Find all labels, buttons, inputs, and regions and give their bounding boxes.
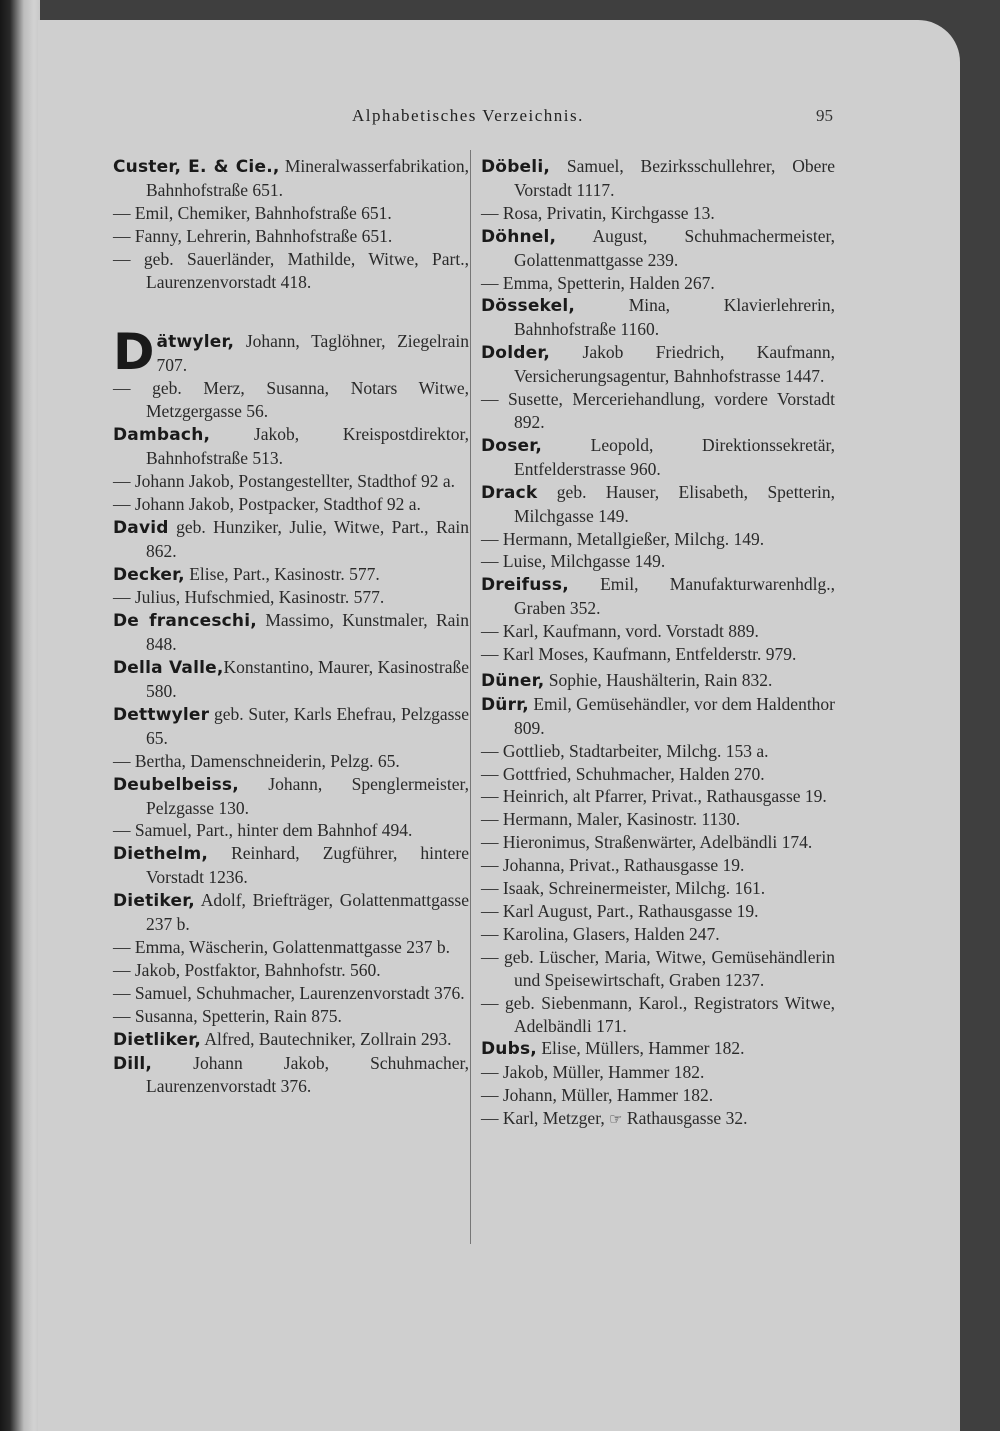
- book-spine-shadow: [0, 0, 40, 1431]
- directory-entry: — Hermann, Metallgießer, Milchg. 149.: [481, 528, 765, 549]
- directory-entry: — Gottfried, Schuhmacher, Halden 270.: [481, 763, 765, 784]
- directory-entry: — geb. Merz, Susanna, Notars Witwe, Metzgergasse 56.: [113, 378, 469, 422]
- directory-entry: Dössekel, Mina, Klavierlehrerin, Bahnhofstraße 1160.: [481, 295, 836, 340]
- directory-entry: — Susanna, Spetterin, Rain 875.: [113, 1005, 342, 1026]
- directory-entry: — Hieronimus, Straßenwärter, Adelbändli 174.: [481, 832, 813, 853]
- directory-entry: Dietliker, Alfred, Bautechniker, Zollrain 293.: [113, 1028, 452, 1050]
- directory-entry: — Johann, Müller, Hammer 182.: [481, 1085, 714, 1106]
- pointing-hand-icon: ☞: [609, 1110, 623, 1129]
- directory-entry: — Johann Jakob, Postpacker, Stadthof 92 a.: [113, 493, 421, 514]
- directory-entry: David geb. Hunziker, Julie, Witwe, Part., Rain 862.: [113, 516, 470, 561]
- directory-entry: Düner, Sophie, Haushälterin, Rain 832.: [481, 669, 773, 691]
- directory-entry: Deubelbeiss, Johann, Spenglermeister, Pelzgasse 130.: [113, 773, 469, 818]
- directory-entry: Doser, Leopold, Direktionssekretär, Entfelderstrasse 960.: [481, 434, 835, 479]
- directory-entry: — Samuel, Schuhmacher, Laurenzenvorstadt 376.: [113, 982, 465, 1003]
- right-column: [481, 155, 835, 1131]
- directory-entry: — Rosa, Privatin, Kirchgasse 13.: [481, 202, 715, 223]
- directory-entry: — Johanna, Privat., Rathausgasse 19.: [481, 855, 745, 876]
- directory-entry: — Johann Jakob, Postangestellter, Stadthof 92 a.: [113, 470, 455, 491]
- directory-entry: Döbeli, Samuel, Bezirksschullehrer, Obere Vorstadt 1117.: [481, 156, 835, 200]
- directory-entry: — Jakob, Müller, Hammer 182.: [481, 1062, 705, 1083]
- directory-entry: Dill, Johann Jakob, Schuhmacher, Laurenzenvorstadt 376.: [113, 1052, 469, 1097]
- directory-entry: Dubs, Elise, Müllers, Hammer 182.: [481, 1038, 745, 1060]
- directory-entry: — Emma, Wäscherin, Golattenmattgasse 237 b.: [113, 937, 450, 957]
- directory-entry: — Emil, Chemiker, Bahnhofstraße 651.: [113, 202, 392, 223]
- directory-entry: — geb. Lüscher, Maria, Witwe, Gemüsehändlerin und Speisewirtschaft, Graben 1237.: [481, 946, 835, 990]
- directory-entry: — geb. Sauerländer, Mathilde, Witwe, Part., Laurenzenvorstadt 418.: [113, 248, 469, 292]
- directory-entry: — Gottlieb, Stadtarbeiter, Milchg. 153 a.: [481, 740, 769, 761]
- entry-name: ätwyler,: [156, 332, 235, 353]
- left-column: [113, 155, 469, 1098]
- directory-entry: — Isaak, Schreinermeister, Milchg. 161.: [481, 878, 766, 899]
- directory-entry: — geb. Siebenmann, Karol., Registrators Witwe, Adelbändli 171.: [481, 992, 835, 1036]
- directory-entry: Custer, E. & Cie., Mineralwasserfabrikation, Bahnhofstraße 651.: [113, 156, 469, 200]
- page-header-title: Alphabetisches Verzeichnis.: [352, 106, 584, 125]
- directory-entry: — Karolina, Glasers, Halden 247.: [481, 923, 720, 944]
- directory-entry: — Jakob, Postfaktor, Bahnhofstr. 560.: [113, 959, 381, 980]
- directory-entry: Döhnel, August, Schuhmachermeister, Golattenmattgasse 239.: [481, 225, 835, 270]
- directory-entry: — Susette, Merceriehandlung, vordere Vorstadt 892.: [481, 389, 835, 432]
- directory-entry: Della Valle,Konstantino, Maurer, Kasinostraße 580.: [113, 657, 469, 702]
- directory-entry: — Karl, Kaufmann, vord. Vorstadt 889.: [481, 621, 759, 642]
- directory-entry: Dolder, Jakob Friedrich, Kaufmann, Versicherungsagentur, Bahnhofstrasse 1447.: [481, 342, 835, 387]
- directory-entry-drop-cap: Dätwyler, Johann, Taglöhner, Ziegelrain 707.: [113, 323, 469, 382]
- directory-entry: Diethelm, Reinhard, Zugführer, hintere Vorstadt 1236.: [113, 843, 469, 888]
- directory-entry: — Heinrich, alt Pfarrer, Privat., Rathausgasse 19.: [481, 786, 827, 807]
- directory-entry: Drack geb. Hauser, Elisabeth, Spetterin, Milchgasse 149.: [481, 481, 836, 526]
- directory-entry: — Luise, Milchgasse 149.: [481, 551, 666, 572]
- directory-entry: Dürr, Emil, Gemüsehändler, vor dem Haldenthor 809.: [481, 693, 836, 738]
- directory-entry: — Karl, Metzger, ☞ Rathausgasse 32.: [481, 1108, 748, 1129]
- directory-entry: Dettwyler geb. Suter, Karls Ehefrau, Pelzgasse 65.: [113, 703, 470, 748]
- directory-entry: Dreifuss, Emil, Manufakturwarenhdlg., Graben 352.: [481, 574, 835, 619]
- directory-entry: Dambach, Jakob, Kreispostdirektor, Bahnhofstraße 513.: [113, 424, 469, 468]
- page-number: 95: [816, 106, 833, 125]
- directory-entry: Decker, Elise, Part., Kasinostr. 577.: [113, 563, 380, 585]
- drop-cap-letter: D: [113, 323, 155, 382]
- directory-entry: — Samuel, Part., hinter dem Bahnhof 494.: [113, 820, 413, 841]
- directory-entry: — Karl Moses, Kaufmann, Entfelderstr. 979.: [481, 644, 797, 665]
- directory-entry: — Karl August, Part., Rathausgasse 19.: [481, 901, 759, 921]
- directory-entry: — Fanny, Lehrerin, Bahnhofstraße 651.: [113, 225, 393, 246]
- directory-entry: De franceschi, Massimo, Kunstmaler, Rain 848.: [113, 610, 470, 655]
- directory-entry: Dietiker, Adolf, Briefträger, Golattenmattgasse 237 b.: [113, 890, 469, 935]
- directory-entry: — Hermann, Maler, Kasinostr. 1130.: [481, 809, 741, 830]
- directory-entry: — Emma, Spetterin, Halden 267.: [481, 272, 715, 293]
- column-divider: [470, 150, 471, 1244]
- directory-entry: — Julius, Hufschmied, Kasinostr. 577.: [113, 587, 385, 608]
- directory-entry: — Bertha, Damenschneiderin, Pelzg. 65.: [113, 750, 400, 771]
